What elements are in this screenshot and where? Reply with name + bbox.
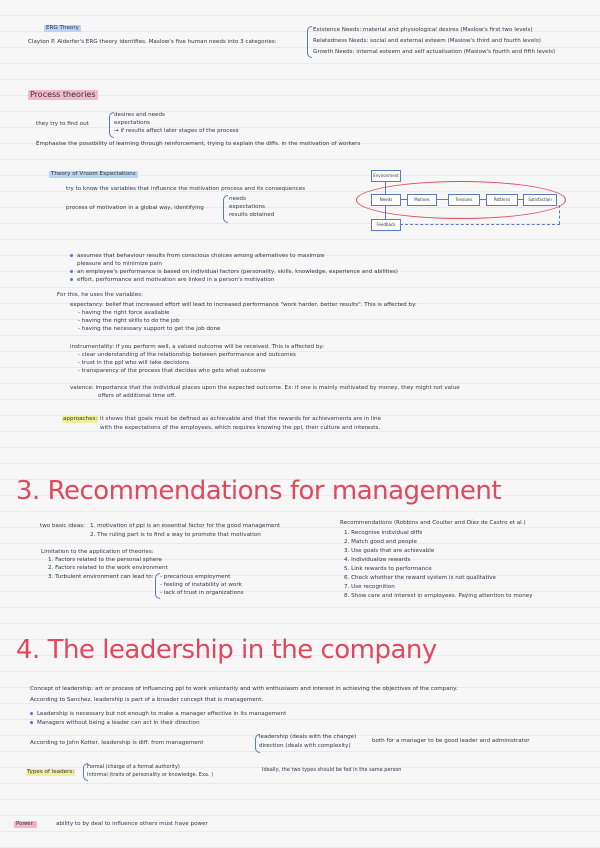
vroom-identify: needs	[229, 196, 246, 202]
arrow-right	[436, 199, 448, 200]
limitation-item: 1. Factors related to the personal sphere	[48, 557, 162, 563]
process-item: desires and needs	[114, 112, 165, 118]
arrow-up	[385, 205, 386, 219]
vroom-line: process of motivation in a global way, identifying	[66, 205, 204, 211]
instrumentality-line: - transparency of the process that decides who gets what outcome	[78, 368, 266, 374]
box-tensions: Tensions	[448, 194, 480, 206]
types-label: Types of leaders:	[27, 769, 75, 775]
vroom-bullet: assumes that behaviour results from conscious choices among alternatives to maximize	[70, 253, 324, 260]
erg-intro: Clayton P. Alderfer's ERG theory identifies. Maslow's five human needs into 3 categories:	[28, 39, 277, 45]
limitation-title: Limitation to the application of theories:	[41, 549, 154, 555]
box-feedback: Feedback	[371, 219, 401, 231]
instrumentality-line: instrumentality: if you perform well, a valued outcome will be received. This is affected by:	[70, 344, 325, 350]
expectancy-line: - having the necessary support to get the job done	[78, 326, 221, 332]
recommendation: 7. Use recognition	[344, 584, 395, 590]
limitation-item: 3. Turbulent environment can lead to:	[48, 574, 154, 580]
vroom-bullet-cont: pleasure and to minimize pain	[77, 261, 162, 267]
limitation-item: 2. Factors related to the work environment	[48, 565, 168, 571]
vroom-bullet: an employee's performance is based on individual factors (personality, skills, knowledge, experience and abilities)	[70, 269, 398, 276]
two-basic-label: two basic ideas:	[40, 523, 86, 529]
vroom-line: try to know the variables that influence the motivation process and its consequences	[66, 186, 306, 192]
process-emphasise: Emphasise the possibility of learning through reinforcement, trying to explain the diffs. in the motivation of workers	[36, 141, 361, 147]
box-needs: Needs	[371, 194, 401, 206]
vroom-bullet: effort, performance and motivation are linked in a person's motivation	[70, 277, 274, 284]
leadership-concept: Concept of leadership: art or process of influencing ppl to work voluntarily and with enthusiasm and interest in achieving the objectives of the company.	[30, 686, 458, 692]
vroom-brace	[223, 195, 228, 223]
section4-title: 4. The leadership in the company	[16, 635, 437, 665]
leader-type: Formal (charge of a formal authority)	[87, 764, 180, 770]
box-environment: Environment	[371, 170, 401, 182]
leadership-sanchez: According to Sanchez, leadership is part of a broader concept that is management.	[30, 697, 264, 703]
expectancy-line: expectancy: belief that increased effort will lead to increased performance "work harder, better results". This is affected by:	[70, 302, 417, 308]
valence-line: offers of additional time off.	[98, 393, 176, 399]
feedback-dashed-vert	[559, 205, 560, 224]
process-title: Process theories	[30, 90, 96, 99]
basic-idea: 2. The ruling part is to find a way to promote that motivation	[90, 532, 261, 538]
vroom-identify: results obtained	[229, 212, 275, 218]
vroom-identify: expectations	[229, 204, 265, 210]
erg-title: ERG Theory	[46, 25, 79, 31]
approaches-line: with the expectations of the employees, which requires knowing the ppl, their culture and interests.	[100, 425, 381, 431]
process-item: → if results affect later stages of the process	[114, 128, 239, 134]
recommendation: 5. Link rewards to performance	[344, 566, 432, 572]
approaches-label: approaches:	[63, 416, 98, 422]
power-text: ability to by deal to influence others must have power	[56, 821, 208, 827]
leads-to-item: - precarious employment	[160, 574, 231, 580]
section3-title: 3. Recommendations for management	[16, 476, 502, 506]
leader-type: Informal (traits of personality or knowledge. Exa. )	[87, 772, 214, 778]
box-motives: Motives	[407, 194, 437, 206]
erg-category: Growth Needs: internal esteem and self actualisation (Maslow's fourth and fifth levels)	[313, 49, 556, 55]
recommendation: 1. Recognise individual diffs	[344, 530, 423, 536]
valence-line: valence: importance that the individual places upon the expected outcome. Ex: if one is mainly motivated by money, they might not value	[70, 385, 460, 391]
leads-to-item: - lack of trust in organizations	[160, 590, 244, 596]
kotter-item: direction (deals with complexity)	[259, 743, 351, 749]
feedback-dashed	[400, 224, 560, 225]
recommendation: 6. Check whether the reward system is not qualitative	[344, 575, 496, 581]
arrow-right	[479, 199, 486, 200]
expectancy-line: - having the right skills to do the job	[78, 318, 180, 324]
types-note: Ideally, the two types should be fed in the same person	[262, 767, 402, 773]
recommendation: 4. Individualize rewards	[344, 557, 411, 563]
recommendation: 8. Show care and interest in employees. Paying attention to money	[344, 593, 533, 599]
kotter-lead: According to John Kotter, leadership is diff. from management	[30, 740, 204, 746]
kotter-result: both for a manager to be good leader and administrator	[372, 738, 530, 744]
kotter-item: leadership (deals with the change)	[259, 734, 357, 740]
approaches-line: it shows that goals must be defined as achievable and that the rewards for achievements are in line	[100, 416, 382, 422]
recommendation: 3. Use goals that are achievable	[344, 548, 435, 554]
leadership-bullet: Managers without being a leader can act in their direction	[30, 720, 200, 727]
basic-idea: 1. motivation of ppl is an essential factor for the good management	[90, 523, 281, 529]
box-satisfaction: Satisfaction	[523, 194, 557, 206]
box-patterns: Patterns	[486, 194, 518, 206]
process-lead: they try to find out	[36, 121, 89, 127]
erg-category: Existence Needs: material and physiological desires (Maslow's first two levels)	[313, 27, 533, 33]
instrumentality-line: - clear understanding of the relationship between performance and outcomes	[78, 352, 296, 358]
recommendation: 2. Match good and people	[344, 539, 417, 545]
power-label: Power:	[16, 821, 35, 827]
erg-category: Relatedness Needs: social and external esteem (Maslow's third and fourth levels)	[313, 38, 541, 44]
leads-to-item: - feeling of instability at work	[160, 582, 242, 588]
arrow-right	[400, 199, 407, 200]
instrumentality-line: - trust in the ppl who will take decisions	[78, 360, 190, 366]
arrow-down	[385, 181, 386, 194]
variables-lead: For this, he uses the variables:	[57, 292, 143, 298]
recommendations-title: Recommendations (Robbins and Coulter and Díez de Castro et al.)	[340, 520, 526, 526]
vroom-title: Theory of Vroom Expectations	[51, 171, 136, 177]
erg-brace	[307, 26, 312, 58]
process-item: expectations	[114, 120, 150, 126]
arrow-right	[517, 199, 523, 200]
leadership-bullet: Leadership is necessary but not enough to make a manager effective in its management	[30, 711, 286, 718]
expectancy-line: - having the right force available	[78, 310, 170, 316]
